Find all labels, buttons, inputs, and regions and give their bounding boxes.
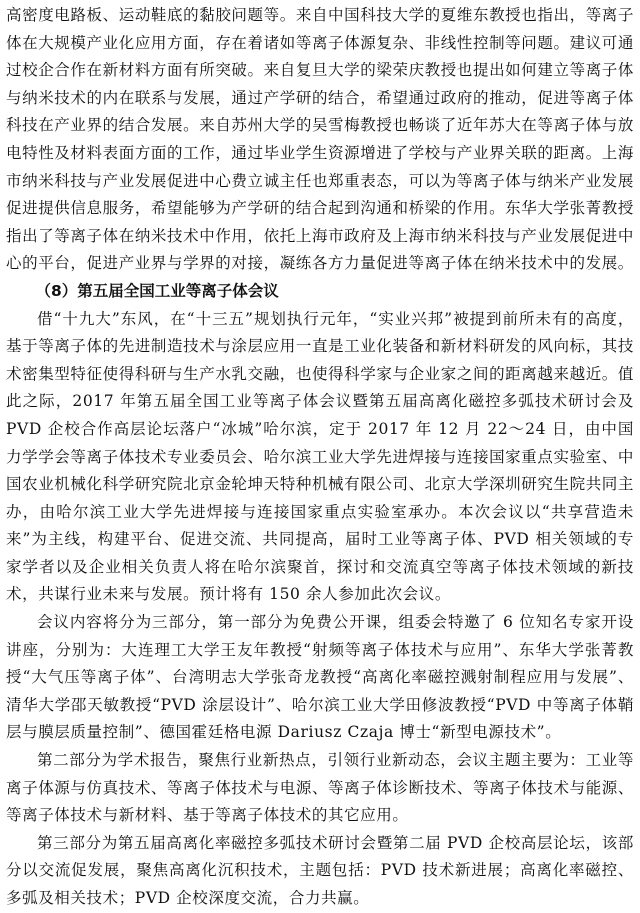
- paragraph-part-two: 第二部分为学术报告，聚焦行业新热点，引领行业新动态，会议主题主要为：工业等离子体源与仿真技术、等离子体技术与电源、等离子体诊断技术、等离子体技术与能源、等离子体技术与新材料、基于等离子体技术的其它应用。: [6, 751, 634, 825]
- paragraph-intro: 借“十九大”东风，在“十三五”规划执行元年，“实业兴邦”被提到前所未有的高度，基于等离子体的先进制造技术与涂层应用一直是工业化装备和新材料研发的风向标，其技术密集型特征使得科研与生产水乳交融，也使得科学家与企业家之间的距离越来越近。值此之际，2017 年第五届全国工业等离子体会议暨第五届高离化磁控多弧技术研讨会及 PVD 企校合作高层论坛落户“冰城”哈尔滨，定于 2017 年 12 月 22～24 日，由中国力学学会等离子体技术专业委员会、哈尔滨工业大学先进焊接与连接国家重点实验室、中国农业机械化科学研究院北京金轮坤天特种机械有限公司、北京大学深圳研究生院共同主办，由哈尔滨工业大学先进焊接与连接国家重点实验室承办。本次会议以“共享营造未来”为主线，构建平台、促进交流、共同提高，届时工业等离子体、PVD 相关领域的专家学者以及企业相关负责人将在哈尔滨聚首，探讨和交流真空等离子体技术领域的新技术，共谋行业未来与发展。预计将有 150 余人参加此次会议。: [6, 309, 634, 604]
- paragraph-part-one: 会议内容将分为三部分，第一部分为免费公开课，组委会特邀了 6 位知名专家开设讲座，分别为：大连理工大学王友年教授“射频等离子体技术与应用”、东华大学张菁教授“大气压等离子体”、台湾明志大学张奇龙教授“高离化率磁控溅射制程应用与发展”、清华大学邵天敏教授“PVD 涂层设计”、哈尔滨工业大学田修波教授“PVD 中等离子体鞘层与膜层质量控制”、德国霍廷格电源 Dariusz Czaja 博士“新型电源技术”。: [6, 613, 634, 742]
- section-heading: （8）第五届全国工业等离子体会议: [35, 281, 279, 300]
- paragraph-continued: 高密度电路板、运动鞋底的黏胶问题等。来自中国科技大学的夏维东教授也指出，等离子体在大规模产业化应用方面，存在着诸如等离子体源复杂、非线性控制等问题。建议可通过校企合作在新材料方面有所突破。来自复旦大学的梁荣庆教授也提出如何建立等离子体与纳米技术的内在联系与发展，通过产学研的结合，希望通过政府的推动，促进等离子体科技在产业界的结合发展。来自苏州大学的吴雪梅教授也畅谈了近年苏大在等离子体与放电特性及材料表面方面的工作，通过毕业学生资源增进了学校与产业界关联的距离。上海市纳米科技与产业发展促进中心费立诚主任也郑重表态，可以为等离子体与纳米产业发展促进提供信息服务，希望能够为产学研的结合起到沟通和桥梁的作用。东华大学张菁教授指出了等离子体在纳米技术中作用，依托上海市政府及上海市纳米科技与产业发展促进中心的平台，促进产业界与学界的对接，凝练各方力量促进等离子体在纳米技术中的发展。: [6, 6, 634, 273]
- paragraph-part-three: 第三部分为第五届高离化率磁控多弧技术研讨会暨第二届 PVD 企校高层论坛，该部分以交流促发展，聚焦高离化沉积技术，主题包括：PVD 技术新进展；高离化率磁控、多弧及相关技术；PVD 企校深度交流，合力共赢。: [6, 833, 634, 907]
